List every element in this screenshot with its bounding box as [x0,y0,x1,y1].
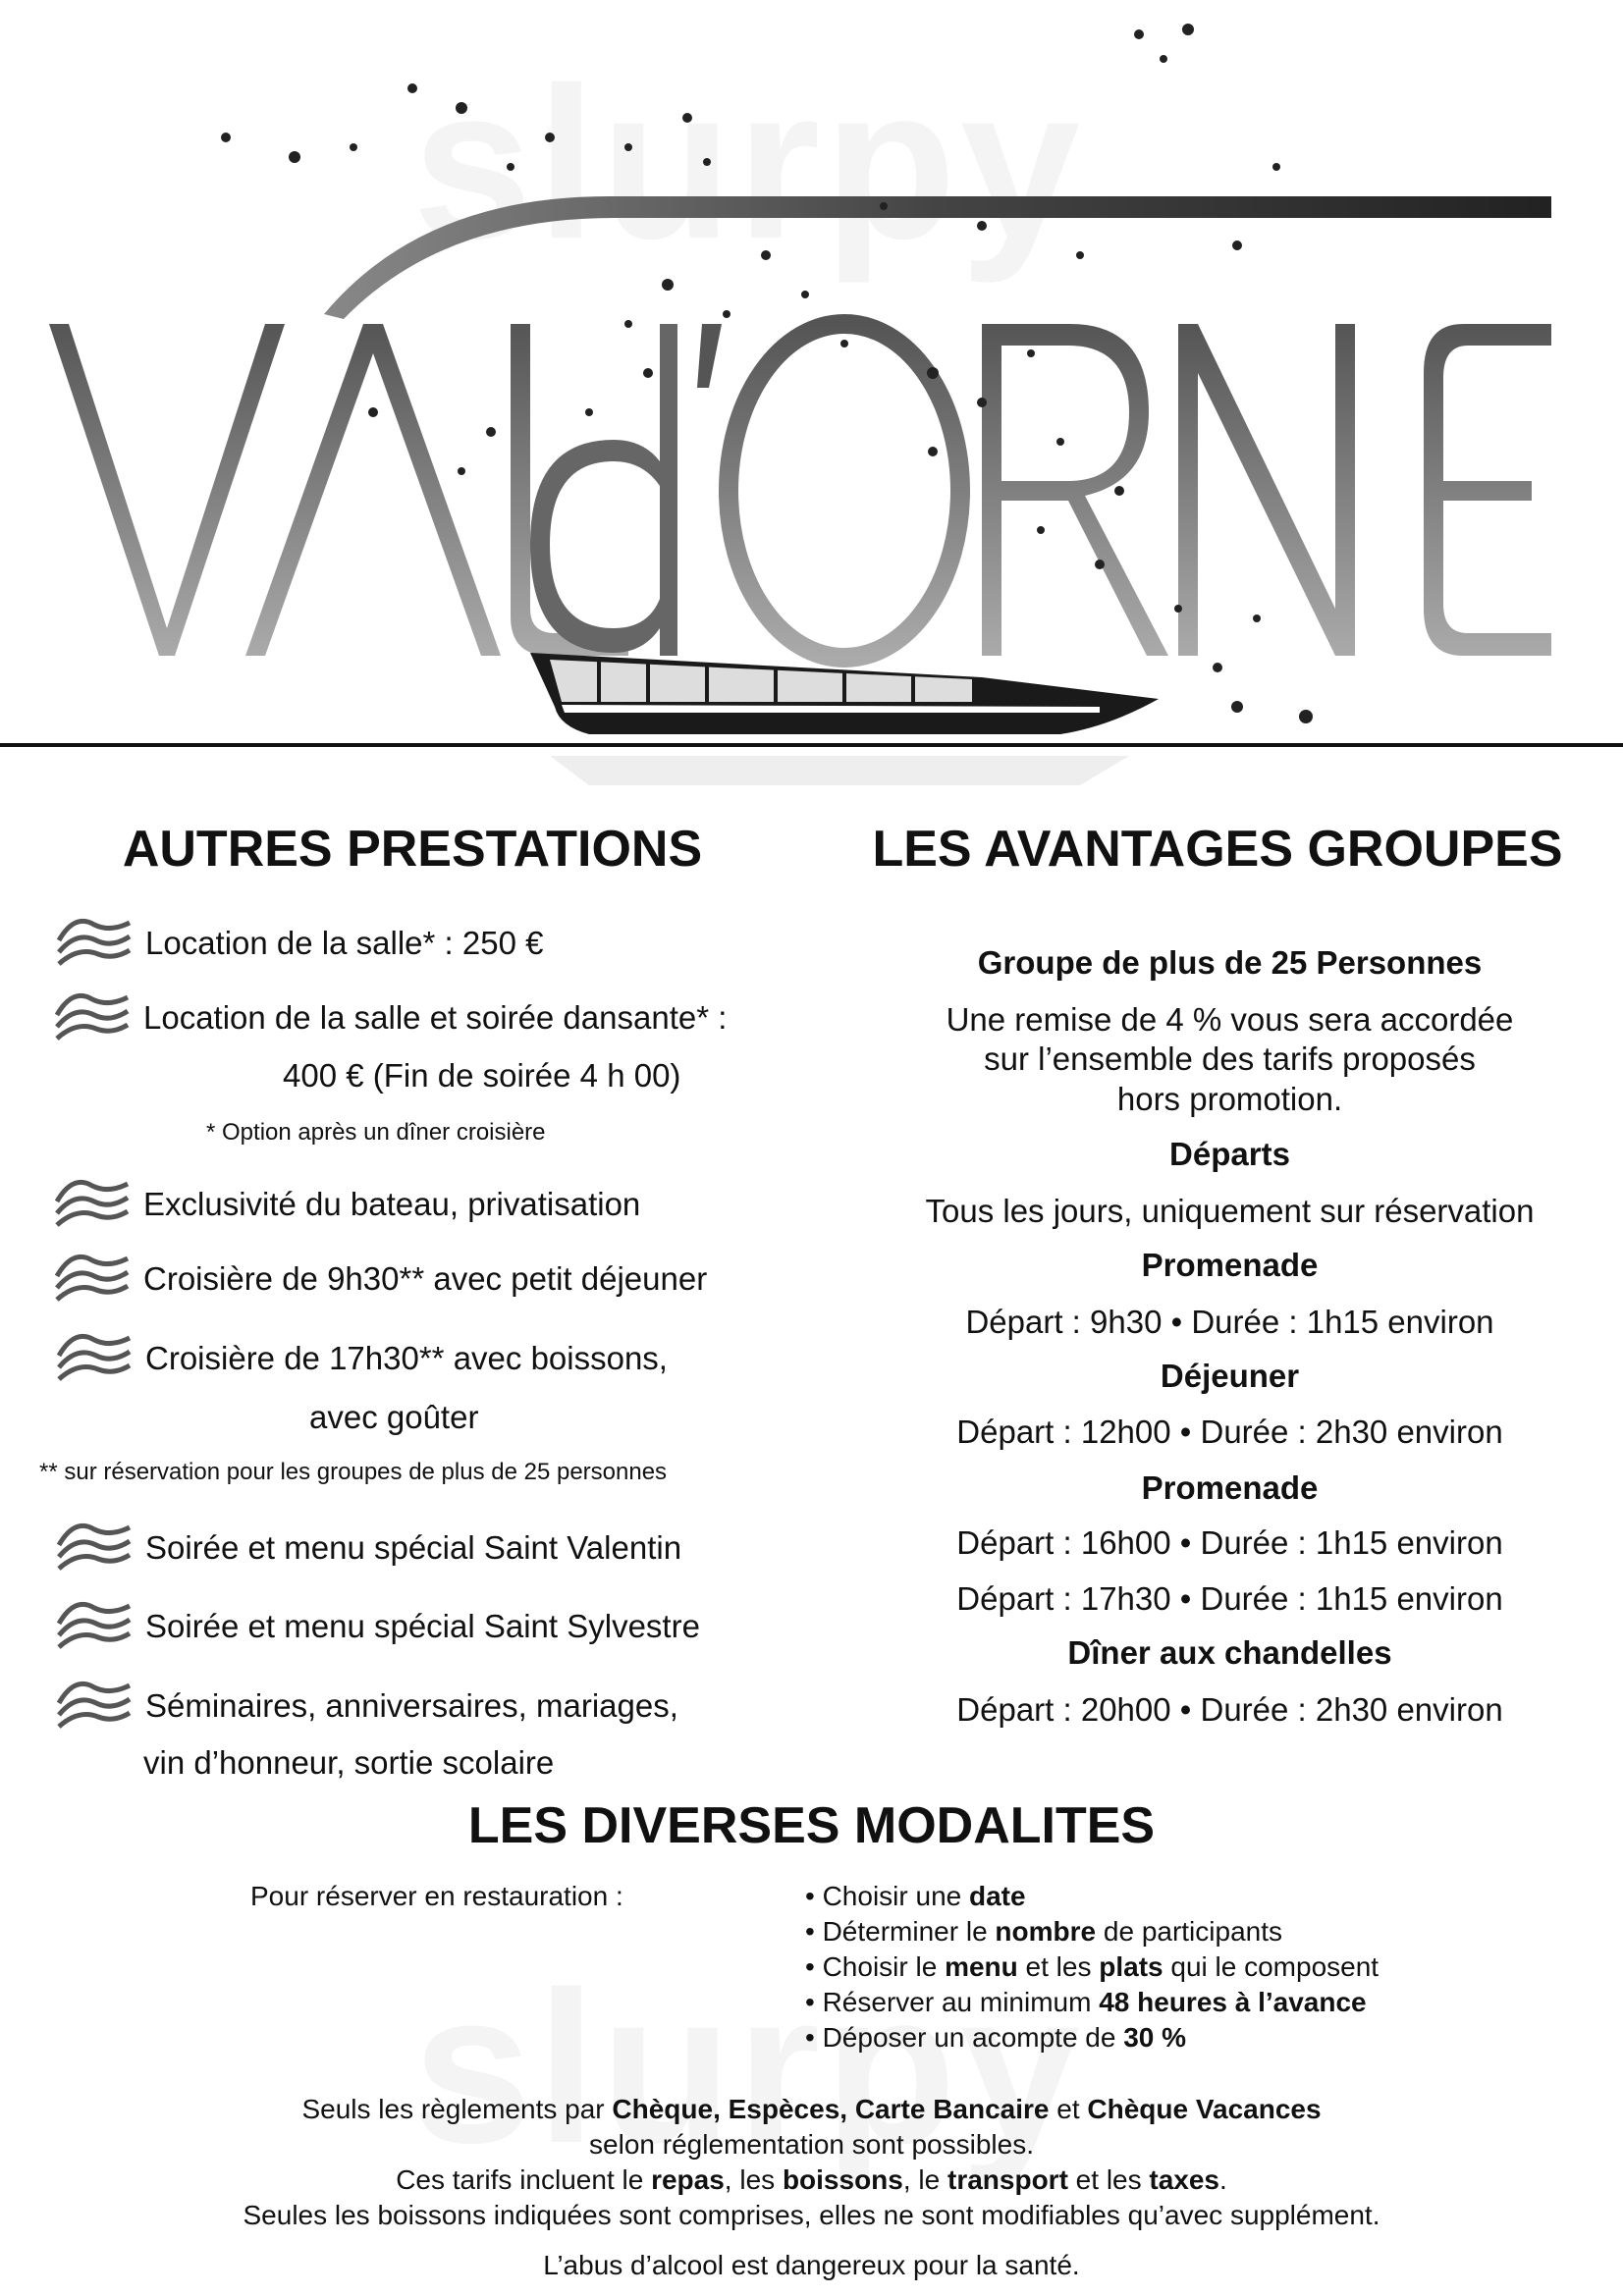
payment-line-2: selon réglementation sont possibles. [589,2129,1034,2160]
item-label: Location de la salle et soirée dansante* : [143,999,728,1036]
schedule-line: Départ : 20h00 • Durée : 2h30 environ [956,1691,1503,1728]
tarifs-line: Ces tarifs incluent le repas, les boissons, le transport et les taxes. [396,2164,1227,2195]
val-dorne-logo [0,0,1623,785]
item-label: Soirée et menu spécial Saint Valentin [145,1529,682,1566]
discount-line: hors promotion. [1116,1081,1343,1117]
list-item [145,915,543,972]
group-heading: Groupe de plus de 25 Personnes [977,944,1483,981]
diner-heading: Dîner aux chandelles [1067,1634,1392,1671]
item-continuation: vin d’honneur, sortie scolaire [143,1744,555,1781]
list-item [145,1520,681,1576]
schedule-line: Départ : 16h00 • Durée : 1h15 environ [956,1524,1503,1561]
wave-icon [53,986,132,1044]
alcool-warning: L’abus d’alcool est dangereux pour la santé. [543,2250,1080,2280]
item-continuation: 400 € (Fin de soirée 4 h 00) [283,1057,681,1094]
list-item: • Déposer un acompte de 30 % [805,2022,1187,2053]
wave-icon [53,1247,132,1306]
dejeuner-heading: Déjeuner [1160,1358,1300,1394]
list-item [143,1176,640,1233]
item-label: Location de la salle* : 250 € [145,925,544,961]
wave-icon [53,1172,132,1231]
departs-heading: Départs [1169,1136,1290,1172]
footnote: ** sur réservation pour les groupes de plus de 25 personnes [39,1459,668,1485]
avantages-groupes-title: LES AVANTAGES GROUPES [872,821,1563,878]
wave-icon [55,1516,134,1575]
promenade-heading: Promenade [1141,1469,1319,1506]
list-item: • Choisir le menu et les plats qui le composent [805,1951,1380,1982]
schedule-line: Départ : 9h30 • Durée : 1h15 environ [965,1304,1494,1340]
item-label: Croisière de 17h30** avec boissons, [145,1340,668,1376]
wave-icon [55,1326,134,1385]
discount-line: sur l’ensemble des tarifs proposés [984,1041,1476,1077]
promenade-heading: Promenade [1141,1247,1319,1283]
wave-icon [55,1674,134,1733]
item-label: Croisière de 9h30** avec petit déjeuner [143,1260,708,1297]
reservation-steps [805,1879,1379,2056]
boissons-line: Seules les boissons indiquées sont comprises, elles ne sont modifiables qu’avec supplément. [243,2200,1380,2230]
list-item [145,1330,668,1387]
item-label: Soirée et menu spécial Saint Sylvestre [145,1608,700,1644]
item-label: Exclusivité du bateau, privatisation [143,1186,641,1222]
wave-icon [55,911,134,970]
footnote: * Option après un dîner croisière [206,1119,546,1146]
list-item: • Choisir une date [805,1881,1026,1911]
wave-icon [55,1594,134,1653]
modalites-title: LES DIVERSES MODALITES [467,1797,1156,1854]
item-label: Séminaires, anniversaires, mariages, [145,1687,678,1724]
schedule-line: Départ : 17h30 • Durée : 1h15 environ [956,1580,1503,1617]
list-item: • Déterminer le nombre de participants [805,1916,1282,1947]
list-item [145,1678,678,1735]
list-item [145,1598,700,1655]
autres-prestations-title: AUTRES PRESTATIONS [122,821,703,878]
item-continuation: avec goûter [309,1399,479,1435]
departs-text: Tous les jours, uniquement sur réservation [925,1193,1535,1229]
payment-line: Seuls les règlements par Chèque, Espèces, Carte Bancaire et Chèque Vacances [301,2094,1322,2124]
list-item [143,989,727,1046]
discount-line: Une remise de 4 % vous sera accordée [946,1001,1514,1038]
list-item: • Réserver au minimum 48 heures à l’avance [805,1987,1367,2017]
list-item [143,1251,707,1308]
reservation-label: Pour réserver en restauration : [250,1881,623,1911]
schedule-line: Départ : 12h00 • Durée : 2h30 environ [956,1414,1503,1450]
